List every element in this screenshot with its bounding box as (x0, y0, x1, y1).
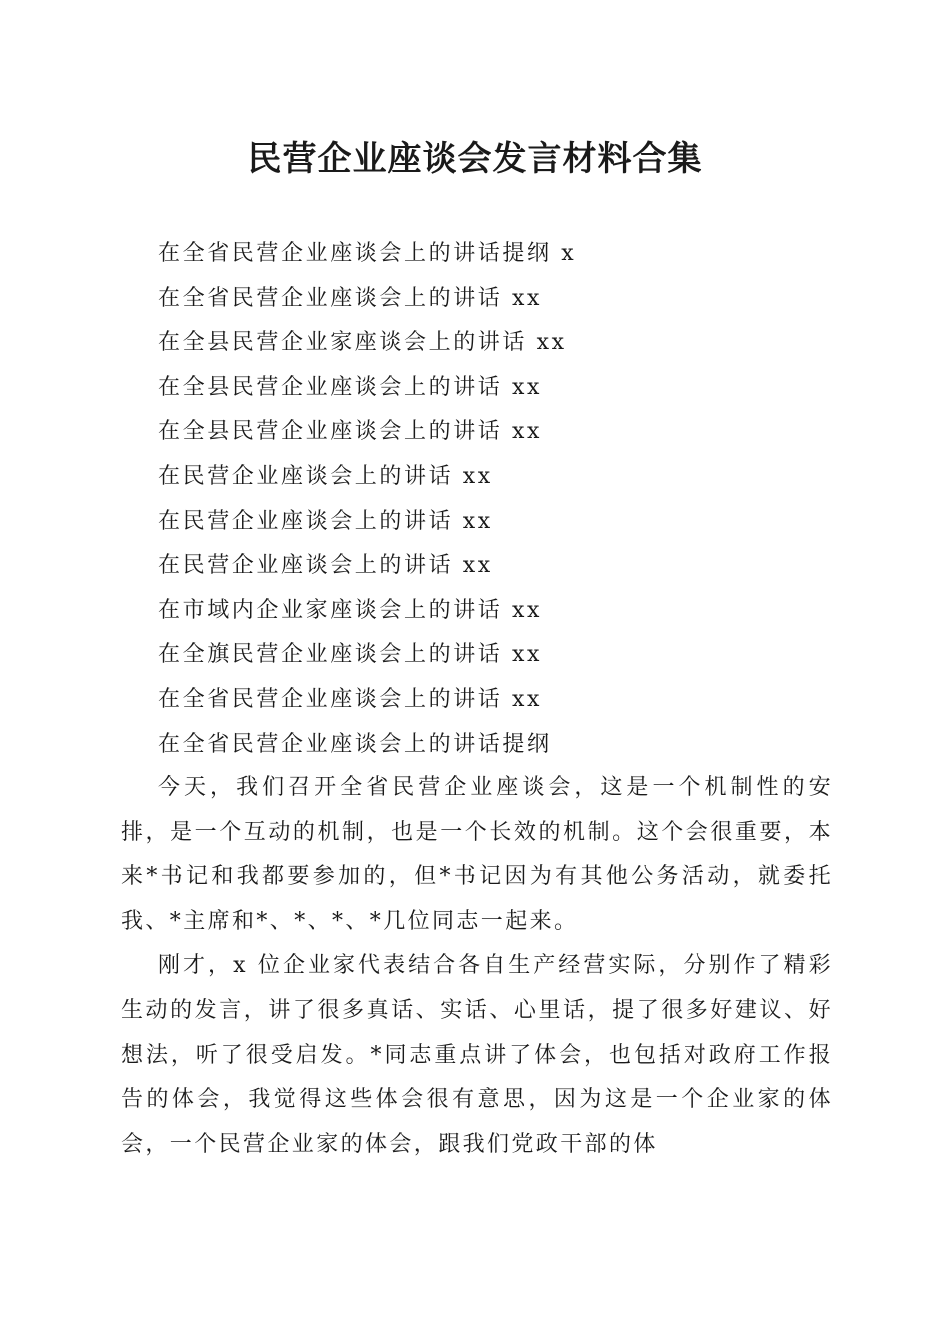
toc-item: 在全省民营企业座谈会上的讲话提纲 x (158, 241, 577, 266)
toc-item: 在全省民营企业座谈会上的讲话 xx (158, 285, 543, 311)
toc-item: 在民营企业座谈会上的讲话 xx (158, 508, 493, 534)
table-of-contents (158, 232, 576, 767)
document-title: 民营企业座谈会发言材料合集 (247, 139, 703, 179)
toc-item: 在民营企业座谈会上的讲话 xx (158, 553, 493, 579)
document-body (121, 766, 833, 1167)
toc-item: 在全旗民营企业座谈会上的讲话 xx (158, 642, 543, 668)
toc-item: 在市域内企业家座谈会上的讲话 xx (158, 597, 543, 623)
toc-item: 在全县民营企业家座谈会上的讲话 xx (158, 330, 567, 356)
body-paragraph: 刚才，x 位企业家代表结合各自生产经营实际，分别作了精彩生动的发言，讲了很多真话、实话、心里话，提了很多好建议、好想法，听了很受启发。*同志重点讲了体会，也包括对政府工作报告的体会，我觉得这些体会很有意思，因为这是一个企业家的体会，一个民营企业家的体会，跟我们党政干部的体 (121, 953, 833, 1157)
toc-item: 在民营企业座谈会上的讲话 xx (158, 463, 493, 489)
toc-item: 在全县民营企业座谈会上的讲话 xx (158, 374, 543, 400)
body-paragraph: 今天，我们召开全省民营企业座谈会，这是一个机制性的安排，是一个互动的机制，也是一个长效的机制。这个会很重要，本来*书记和我都要参加的，但*书记因为有其他公务活动，就委托我、*主席和*、*、*、*几位同志一起来。 (121, 775, 833, 934)
toc-item: 在全县民营企业座谈会上的讲话 xx (158, 419, 543, 445)
toc-item: 在全省民营企业座谈会上的讲话提纲 (158, 731, 552, 757)
toc-item: 在全省民营企业座谈会上的讲话 xx (158, 686, 543, 712)
